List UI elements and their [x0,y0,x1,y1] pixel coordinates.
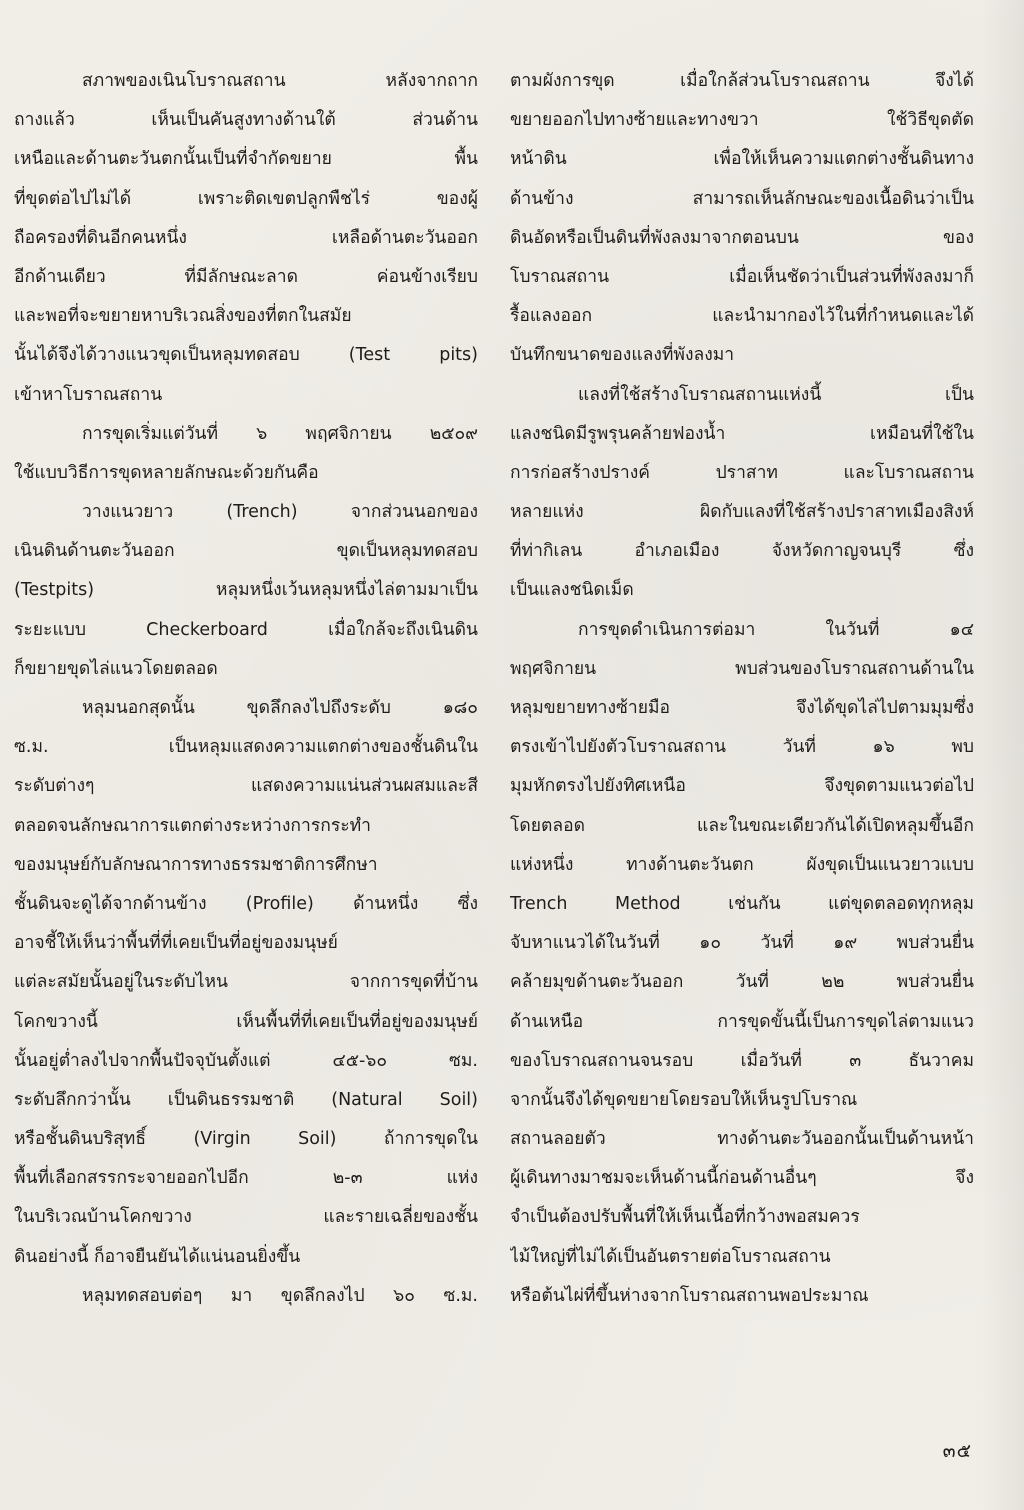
text-line: โบราณสถาน เมื่อเห็นชัดว่าเป็นส่วนที่พังลงมาก็ [510,266,974,287]
text-line: สภาพของเนินโบราณสถาน หลังจากถาก [82,71,478,91]
text-line: เหนือและด้านตะวันตกนั้นเป็นที่จำกัดขยาย พื้น [14,149,478,170]
text-line: ไม้ใหญ่ที่ไม่ได้เป็นอันตรายต่อโบราณสถาน [510,1246,831,1267]
text-line: ด้านข้าง สามารถเห็นลักษณะของเนื้อดินว่าเป็น [510,188,974,209]
text-line: หลายแห่ง ผิดกับแลงที่ใช้สร้างปราสาทเมืองสิงห์ [510,502,974,523]
text-line: อาจชี้ให้เห็นว่าพื้นที่ที่เคยเป็นที่อยู่ของมนุษย์ [14,933,338,954]
text-line: การขุดดำเนินการต่อมา ในวันที่ ๑๔ [578,619,974,640]
left-text-column [14,62,478,1316]
text-line: รื้อแลงออก และนำมากองไว้ในที่กำหนดและได้ [510,306,974,327]
text-line: หรือต้นไผ่ที่ขึ้นห่างจากโบราณสถานพอประมาณ [510,1285,869,1306]
text-line: ดินอัดหรือเป็นดินที่พังลงมาจากตอนบน ของ [510,227,974,248]
text-line: ซ.ม. เป็นหลุมแสดงความแตกต่างของชั้นดินใน [14,737,478,758]
text-line: ที่ขุดต่อไปไม่ได้ เพราะติดเขตปลูกพืชไร่ ของผู้ [14,188,478,209]
text-line: ของโบราณสถานจนรอบ เมื่อวันที่ ๓ ธันวาคม [510,1050,974,1071]
text-line: Trench Method เช่นกัน แต่ขุดตลอดทุกหลุม [510,893,974,914]
text-line: แลงที่ใช้สร้างโบราณสถานแห่งนี้ เป็น [578,384,974,405]
text-line: ดินอย่างนี้ ก็อาจยืนยันได้แน่นอนยิ่งขึ้น [14,1246,301,1267]
text-line: โคกขวางนี้ เห็นพื้นที่ที่เคยเป็นที่อยู่ของมนุษย์ [14,1011,478,1032]
text-line: เป็นแลงชนิดเม็ด [510,580,634,601]
text-line: ระดับต่างๆ แสดงความแน่นส่วนผสมและสี [14,776,478,797]
text-line: ตรงเข้าไปยังตัวโบราณสถาน วันที่ ๑๖ พบ [510,737,974,758]
text-line: การขุดเริ่มแต่วันที่ ๖ พฤศจิกายน ๒๕๐๙ [82,423,478,444]
text-line: อีกด้านเดียว ที่มีลักษณะลาด ค่อนข้างเรียบ [14,266,478,287]
text-line: ระดับลึกกว่านั้น เป็นดินธรรมชาติ (Natural Soil) [14,1089,478,1110]
text-line: ก็ขยายขุดไล่แนวโดยตลอด [14,658,218,679]
text-line: และพอที่จะขยายหาบริเวณสิ่งของที่ตกในสมัย [14,306,352,327]
text-line: เนินดินด้านตะวันออก ขุดเป็นหลุมทดสอบ [14,541,478,562]
text-line: มุมหักตรงไปยังทิศเหนือ จึงขุดตามแนวต่อไป [510,776,974,797]
text-line: เข้าหาโบราณสถาน [14,384,163,405]
right-text-column [510,62,974,1316]
text-line: (Testpits) หลุมหนึ่งเว้นหลุมหนึ่งไล่ตามมาเป็น [14,580,478,601]
text-line: วางแนวยาว (Trench) จากส่วนนอกของ [82,502,478,523]
text-line: แต่ละสมัยนั้นอยู่ในระดับไหน จากการขุดที่บ้าน [14,972,478,993]
text-line: ขยายออกไปทางซ้ายและทางขวา ใช้วิธีขุดตัด [510,110,974,131]
text-line: สถานลอยตัว ทางด้านตะวันออกนั้นเป็นด้านหน้า [510,1129,974,1150]
text-line: ที่ท่ากิเลน อำเภอเมือง จังหวัดกาญจนบุรี ซึ่ง [510,541,974,562]
text-line: คล้ายมุขด้านตะวันออก วันที่ ๒๒ พบส่วนยื่น [510,972,974,993]
text-line: ตามผังการขุด เมื่อใกล้ส่วนโบราณสถาน จึงได้ [510,71,974,91]
text-line: ชั้นดินจะดูได้จากด้านข้าง (Profile) ด้านหนึ่ง ซึ่ง [14,893,478,914]
text-line: หลุมขยายทางซ้ายมือ จึงได้ขุดไล่ไปตามมุมซึ่ง [510,698,974,718]
text-line: นั้นได้จึงได้วางแนวขุดเป็นหลุมทดสอบ (Test pits) [14,345,478,366]
text-line: พื้นที่เลือกสรรกระจายออกไปอีก ๒-๓ แห่ง [14,1168,478,1189]
text-line: พฤศจิกายน พบส่วนของโบราณสถานด้านใน [510,658,974,679]
text-line: ในบริเวณบ้านโคกขวาง และรายเฉลี่ยของชั้น [14,1207,478,1228]
page-edge-shadow [980,0,1024,1510]
text-line: หลุมนอกสุดนั้น ขุดลึกลงไปถึงระดับ ๑๘๐ [82,698,478,718]
text-line: ผู้เดินทางมาชมจะเห็นด้านนี้ก่อนด้านอื่นๆ จึง [510,1168,974,1189]
text-line: ด้านเหนือ การขุดขั้นนี้เป็นการขุดไล่ตามแนว [510,1011,974,1032]
text-line: บันทึกขนาดของแลงที่พังลงมา [510,345,735,366]
text-line: ใช้แบบวิธีการขุดหลายลักษณะด้วยกันคือ [14,462,319,483]
text-line: หน้าดิน เพื่อให้เห็นความแตกต่างชั้นดินทาง [510,149,974,170]
text-line: แลงชนิดมีรูพรุนคล้ายฟองน้ำ เหมือนที่ใช้ใน [510,423,974,444]
text-line: แห่งหนึ่ง ทางด้านตะวันตก ผังขุดเป็นแนวยาวแบบ [510,854,974,875]
page-number: ๓๕ [942,1440,972,1462]
text-line: ถางแล้ว เห็นเป็นคันสูงทางด้านใต้ ส่วนด้าน [14,110,478,131]
text-line: การก่อสร้างปรางค์ ปราสาท และโบราณสถาน [510,462,974,483]
text-line: ถือครองที่ดินอีกคนหนึ่ง เหลือด้านตะวันออก [14,227,478,248]
text-line: นั้นอยู่ต่ำลงไปจากพื้นปัจจุบันตั้งแต่ ๔๕-๖๐ ซม. [14,1050,478,1071]
text-line: โดยตลอด และในขณะเดียวกันได้เปิดหลุมขึ้นอีก [510,815,974,836]
text-line: ระยะแบบ Checkerboard เมื่อใกล้จะถึงเนินดิน [14,619,478,640]
text-line: จำเป็นต้องปรับพื้นที่ให้เห็นเนื้อที่กว้างพอสมควร [510,1207,860,1228]
text-line: จากนั้นจึงได้ขุดขยายโดยรอบให้เห็นรูปโบราณ [510,1089,858,1110]
text-line: ตลอดจนลักษณาการแตกต่างระหว่างการกระทำ [14,815,372,836]
text-line: จับหาแนวได้ในวันที่ ๑๐ วันที่ ๑๙ พบส่วนยื่น [510,933,974,954]
text-line: ของมนุษย์กับลักษณาการทางธรรมชาติการศึกษา [14,854,378,875]
text-line: หลุมทดสอบต่อๆ มา ขุดลึกลงไป ๖๐ ซ.ม. [82,1285,478,1306]
text-line: หรือชั้นดินบริสุทธิ์ (Virgin Soil) ถ้าการขุดใน [14,1129,478,1150]
